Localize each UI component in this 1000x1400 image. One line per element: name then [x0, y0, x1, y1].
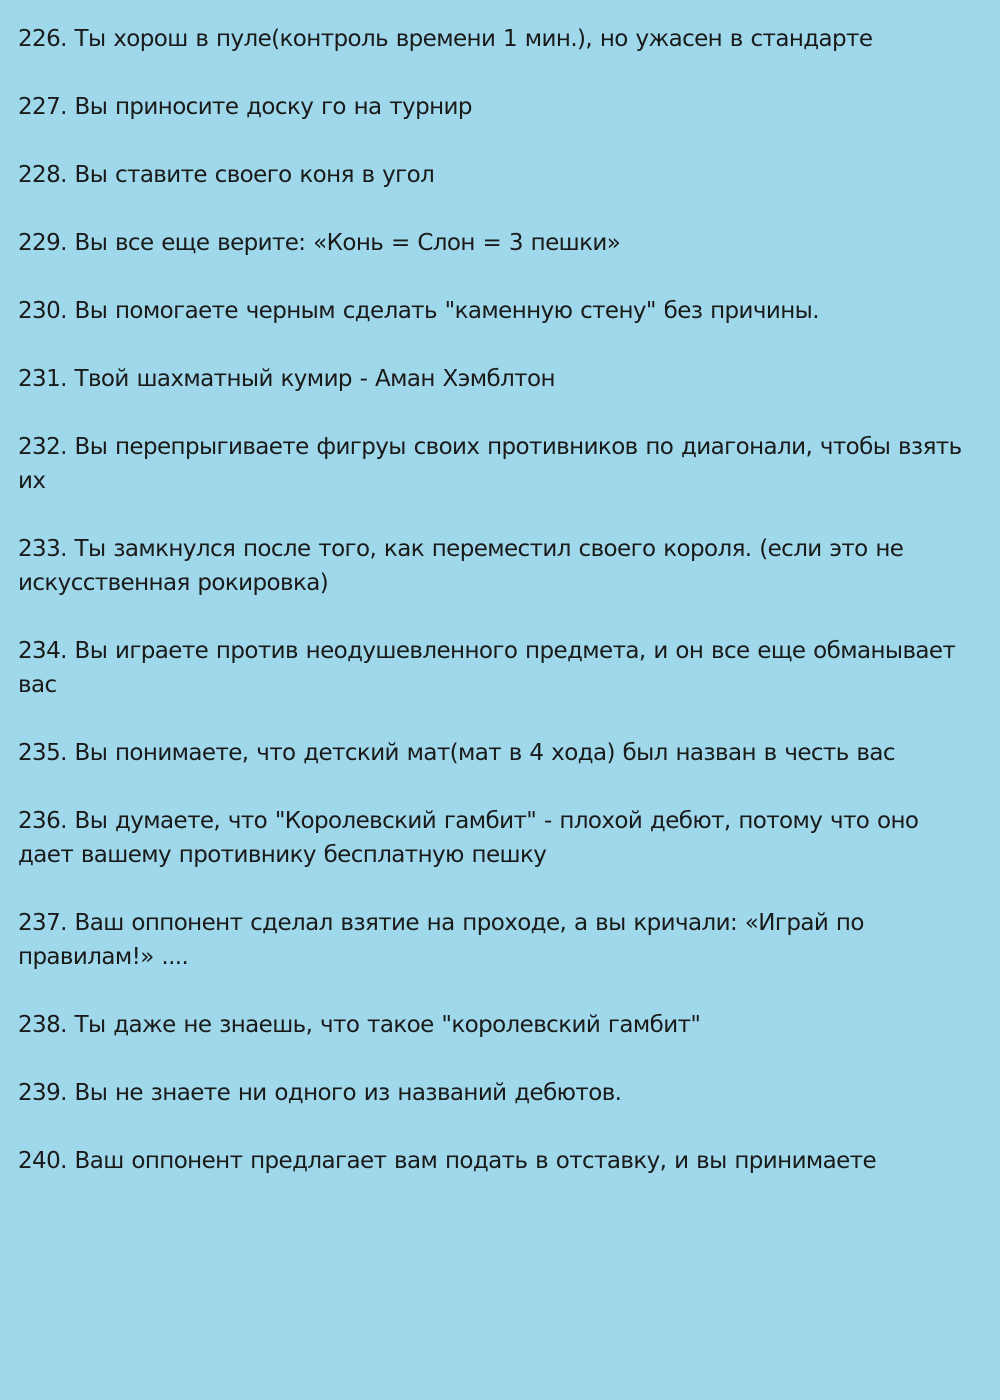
list-item: 231. Твой шахматный кумир - Аман Хэмблтон	[18, 366, 555, 392]
list-item: 235. Вы понимаете, что детский мат(мат в 4 хода) был назван в честь вас	[18, 740, 895, 766]
list-item: 240. Ваш оппонент предлагает вам подать в отставку, и вы принимаете	[18, 1148, 877, 1174]
list-item: 238. Ты даже не знаешь, что такое "королевский гамбит"	[18, 1012, 701, 1038]
list-item: 236. Вы думаете, что "Королевский гамбит" - плохой дебют, потому что оно дает вашему противнику бесплатную пешку	[18, 808, 919, 868]
list-item: 227. Вы приносите доску го на турнир	[18, 94, 472, 120]
list-item: 234. Вы играете против неодушевленного предмета, и он все еще обманывает вас	[18, 638, 956, 698]
list-item: 232. Вы перепрыгиваете фигруы своих противников по диагонали, чтобы взять их	[18, 434, 962, 494]
list-item: 229. Вы все еще верите: «Конь = Слон = 3 пешки»	[18, 230, 621, 256]
list-item: 230. Вы помогаете черным сделать "каменную стену" без причины.	[18, 298, 819, 324]
list-item: 228. Вы ставите своего коня в угол	[18, 162, 435, 188]
list-item: 237. Ваш оппонент сделал взятие на проходе, а вы кричали: «Играй по правилам!» ....	[18, 910, 864, 970]
list-item: 239. Вы не знаете ни одного из названий дебютов.	[18, 1080, 622, 1106]
list-item: 226. Ты хорош в пуле(контроль времени 1 мин.), но ужасен в стандарте	[18, 26, 873, 52]
numbered-list	[18, 22, 974, 1178]
list-item: 233. Ты замкнулся после того, как переместил своего короля. (если это не искусственная рокировка)	[18, 536, 904, 596]
